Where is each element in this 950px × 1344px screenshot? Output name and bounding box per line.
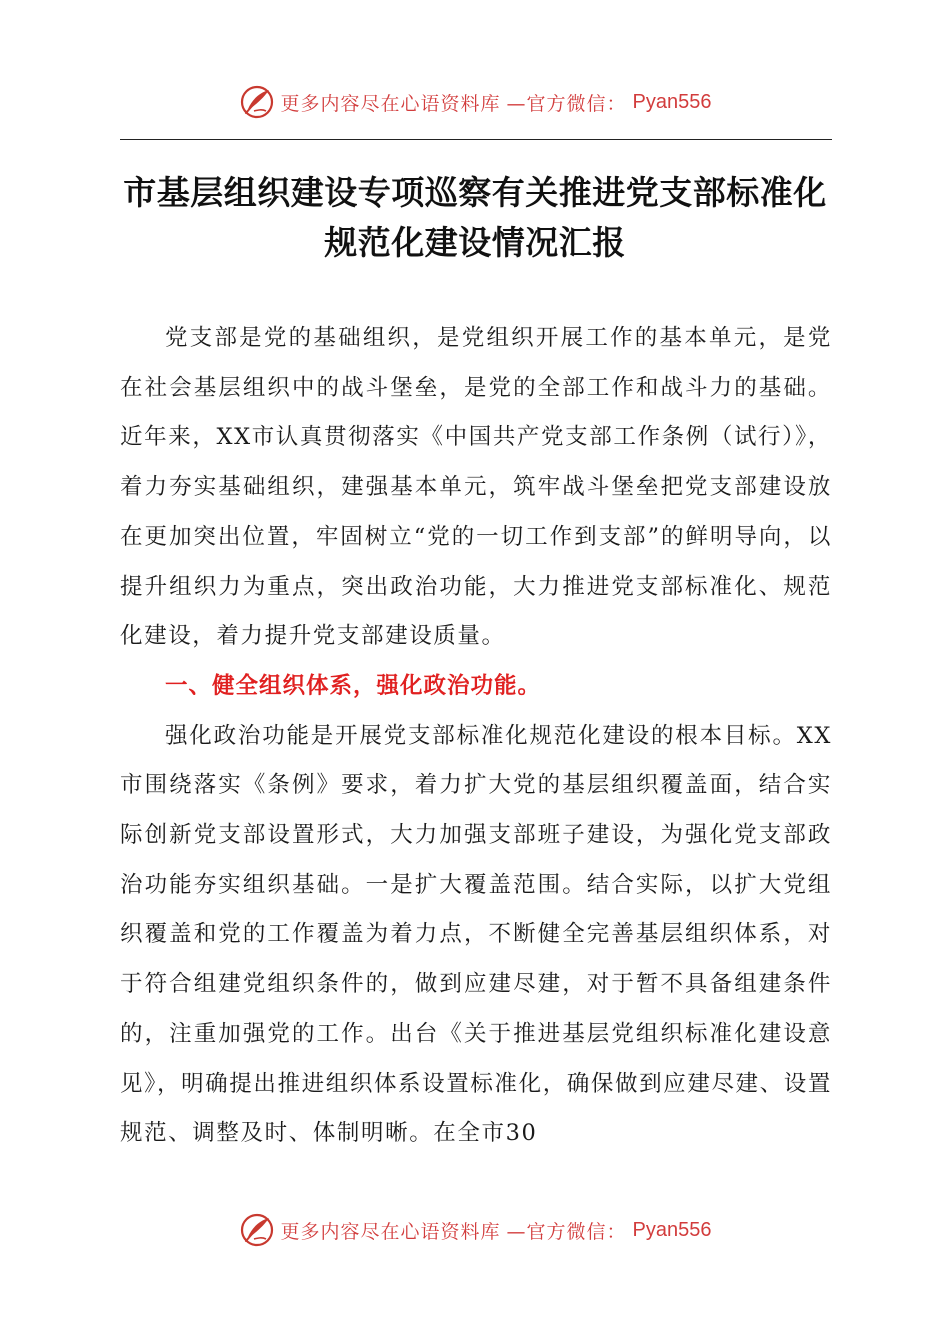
header-divider: [120, 139, 832, 140]
document-title: 市基层组织建设专项巡察有关推进党支部标准化规范化建设情况汇报: [123, 173, 827, 262]
banner-wechat-id: Pyan556: [632, 1218, 712, 1241]
footer-banner: [0, 1210, 950, 1250]
banner-wechat-id: Pyan556: [632, 90, 712, 113]
paragraph-intro: 党支部是党的基础组织，是党组织开展工作的基本单元，是党在社会基层组织中的战斗堡垒，是党的全部工作和战斗力的基础。近年来，XX市认真贯彻落实《中国共产党支部工作条例（试行）》，着力夯实基础组织，建强基本单元，筑牢战斗堡垒把党支部建设放在更加突出位置，牢固树立“党的一切工作到支部”的鲜明导向，以提升组织力为重点，突出政治功能，大力推进党支部标准化、规范化建设，着力提升党支部建设质量。: [120, 325, 832, 650]
banner-wechat-label: —官方微信：: [506, 1220, 627, 1243]
banner-wechat-label: —官方微信：: [506, 92, 627, 115]
document-body: [120, 314, 832, 1159]
banner-text: 更多内容尽在心语资料库: [280, 1220, 501, 1243]
header-banner: [0, 82, 950, 122]
banner-text: 更多内容尽在心语资料库: [280, 92, 501, 115]
quill-logo-icon: [239, 84, 275, 120]
paragraph-section-1: 强化政治功能是开展党支部标准化规范化建设的根本目标。XX市围绕落实《条例》要求，着力扩大党的基层组织覆盖面，结合实际创新党支部设置形式，大力加强支部班子建设，为强化党支部政治功能夯实组织基础。一是扩大覆盖范围。结合实际，以扩大党组织覆盖和党的工作覆盖为着力点，不断健全完善基层组织体系，对于符合组建党组织条件的，做到应建尽建，对于暂不具备组建条件的，注重加强党的工作。出台《关于推进基层党组织标准化建设意见》，明确提出推进组织体系设置标准化，确保做到应建尽建、设置规范、调整及时、体制明晰。在全市30: [120, 722, 832, 1147]
section-heading-1: 一、健全组织体系，强化政治功能。: [165, 672, 542, 699]
quill-logo-icon: [239, 1212, 275, 1248]
